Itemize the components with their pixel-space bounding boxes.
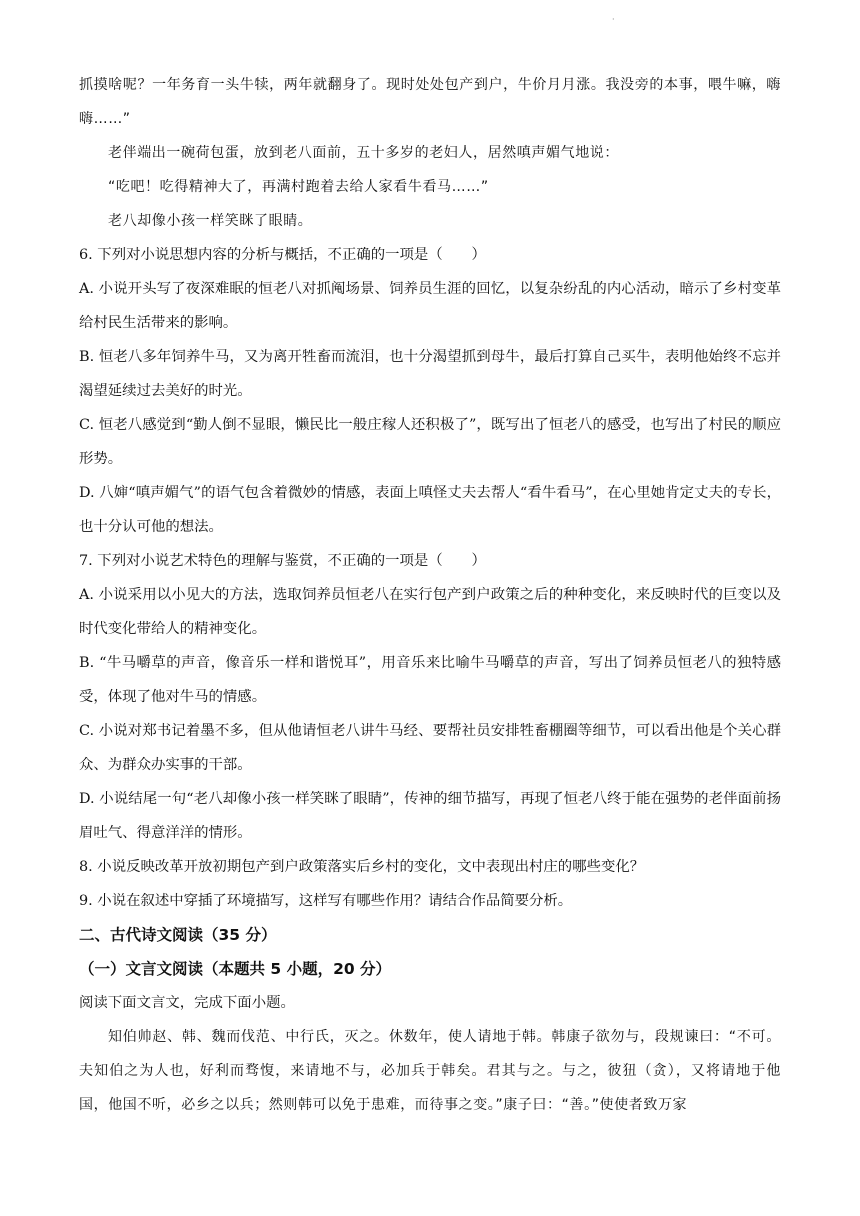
question-7-option-a: A. 小说采用以小见大的方法，选取饲养员恒老八在实行包产到户政策之后的种种变化，来反映时代的巨变以及时代变化带给人的精神变化。 [79, 587, 781, 637]
story-paragraph: 老八却像小孩一样笑眯了眼睛。 [108, 213, 313, 229]
reading-instruction: 阅读下面文言文，完成下面小题。 [79, 995, 295, 1011]
story-paragraph: 抓摸啥呢？一年务育一头牛犊，两年就翻身了。现时处处包产到户，牛价月月涨。我没旁的本事，喂牛嘛，嗨嗨……” [79, 77, 781, 127]
classical-passage: 知伯帅赵、韩、魏而伐范、中行氏，灭之。休数年，使人请地于韩。韩康子欲勿与，段规谏曰：“不可。夫知伯之为人也，好利而骛愎，来请地不与，必加兵于韩矣。君其与之。与之，彼狃（贪），又将请地于他国，他国不听，必乡之以兵；然则韩可以免于患难，而待事之变。”康子曰：“善。”使使者致万家 [79, 1029, 781, 1113]
section-heading: 二、古代诗文阅读（35 分） [79, 926, 277, 944]
story-paragraph: “吃吧！吃得精神大了，再满村跑着去给人家看牛看马……” [108, 179, 489, 195]
question-7-option-d: D. 小说结尾一句“老八却像小孩一样笑眯了眼睛”，传神的细节描写，再现了恒老八终于能在强势的老伴面前扬眉吐气、得意洋洋的情形。 [79, 791, 781, 841]
question-6-stem: 6. 下列对小说思想内容的分析与概括，不正确的一项是（ ） [79, 247, 486, 263]
question-6-option-b: B. 恒老八多年饲养牛马，又为离开牲畜而流泪，也十分渴望抓到母牛，最后打算自己买牛，表明他始终不忘并渴望延续过去美好的时光。 [79, 349, 781, 399]
subsection-heading: （一）文言文阅读（本题共 5 小题，20 分） [79, 960, 392, 978]
question-7-option-b: B. “牛马嚼草的声音，像音乐一样和谐悦耳”，用音乐来比喻牛马嚼草的声音，写出了饲养员恒老八的独特感受，体现了他对牛马的情感。 [79, 655, 781, 705]
question-6-option-d: D. 八婶“嗔声媚气”的语气包含着微妙的情感，表面上嗔怪丈夫去帮人“看牛看马”，在心里她肯定丈夫的专长，也十分认可他的想法。 [79, 485, 781, 535]
question-6-option-a: A. 小说开头写了夜深难眠的恒老八对抓阄场景、饲养员生涯的回忆，以复杂纷乱的内心活动，暗示了乡村变革给村民生活带来的影响。 [79, 281, 781, 331]
page-content [79, 68, 781, 1122]
question-7-stem: 7. 下列对小说艺术特色的理解与鉴赏，不正确的一项是（ ） [79, 553, 486, 569]
question-9: 9. 小说在叙述中穿插了环境描写，这样写有哪些作用？请结合作品简要分析。 [79, 893, 573, 909]
question-8: 8. 小说反映改革开放初期包产到户政策落实后乡村的变化，文中表现出村庄的哪些变化？ [79, 859, 645, 875]
question-7-option-c: C. 小说对郑书记着墨不多，但从他请恒老八讲牛马经、要帮社员安排牲畜棚圈等细节，可以看出他是个关心群众、为群众办实事的干部。 [79, 723, 781, 773]
story-paragraph: 老伴端出一碗荷包蛋，放到老八面前，五十多岁的老妇人，居然嗔声媚气地说： [108, 145, 619, 161]
header-mark: · [612, 15, 615, 24]
question-6-option-c: C. 恒老八感觉到“勤人倒不显眼，懒民比一般庄稼人还积极了”，既写出了恒老八的感受，也写出了村民的顺应形势。 [79, 417, 781, 467]
